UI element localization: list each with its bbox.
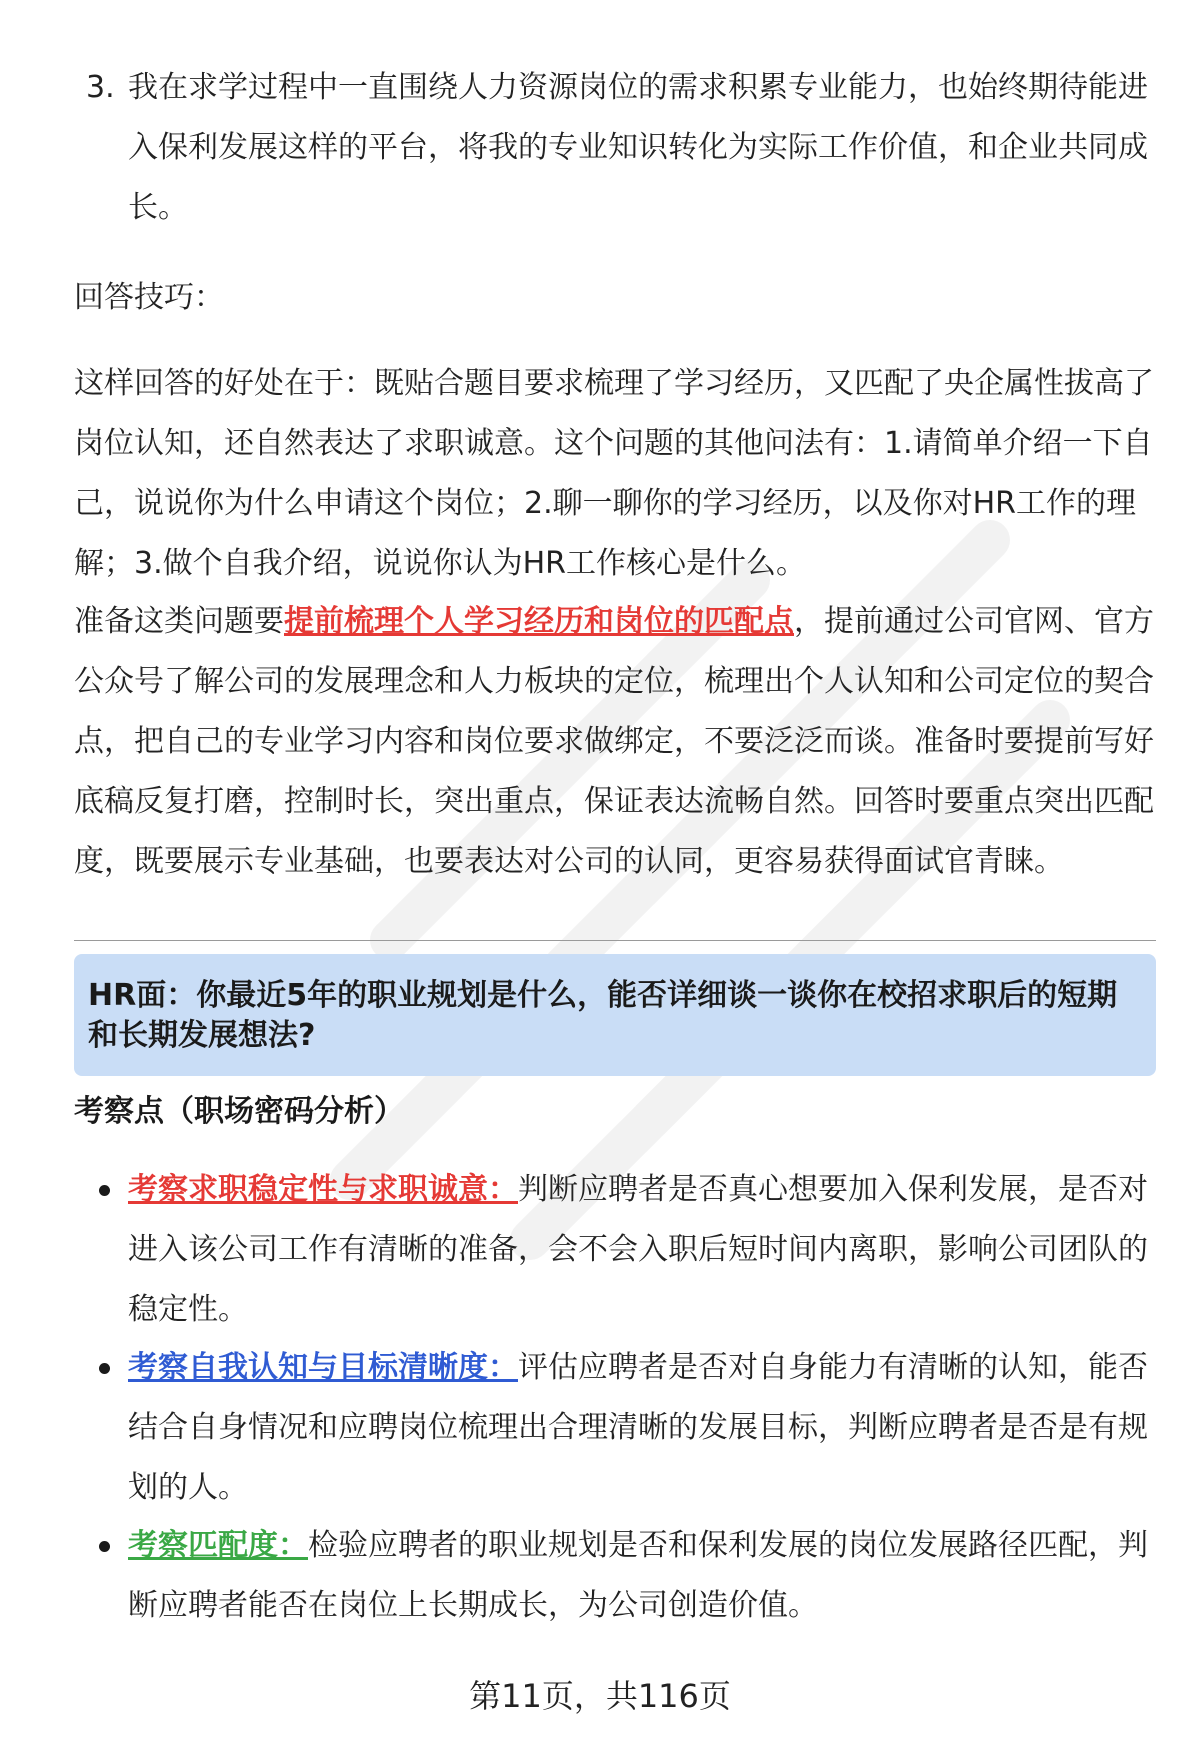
bullet-text: 检验应聘者的职业规划是否和保利发展的岗位发展路径匹配，判断应聘者能否在岗位上长期成长，为公司创造价值。 xyxy=(128,1528,1148,1623)
tips-paragraph: 这样回答的好处在于：既贴合题目要求梳理了学习经历，又匹配了央企属性拔高了岗位认知，还自然表达了求职诚意。这个问题的其他问法有：1.请简单介绍一下自己，说说你为什么申请这个岗位；2.聊一聊你的学习经历，以及你对HR工作的理解；3.做个自我介绍，说说你认为HR工作核心是什么。 xyxy=(74,366,1154,581)
prep-rest: ，提前通过公司官网、官方公众号了解公司的发展理念和人力板块的定位，梳理出个人认知和公司定位的契合点，把自己的专业学习内容和岗位要求做绑定，不要泛泛而谈。准备时要提前写好底稿反复打磨，控制时长，突出重点，保证表达流畅自然。回答时要重点突出匹配度，既要展示专业基础，也要表达对公司的认同，更容易获得面试官青睐。 xyxy=(74,604,1154,879)
prep-prefix: 准备这类问题要 xyxy=(74,604,284,639)
bullet-dot-icon xyxy=(99,1185,110,1196)
prep-highlight: 提前梳理个人学习经历和岗位的匹配点 xyxy=(284,604,794,639)
bullet-text-block xyxy=(128,1516,1150,1636)
question-text: HR面：你最近5年的职业规划是什么，能否详细谈一谈你在校招求职后的短期和长期发展想法? xyxy=(88,978,1118,1053)
page-footer: 第11页，共116页 xyxy=(469,1677,731,1715)
bullet-label: 考察匹配度： xyxy=(128,1528,308,1563)
bullet-dot-icon xyxy=(99,1363,110,1374)
question-box xyxy=(74,954,1156,1076)
section-divider xyxy=(74,940,1156,941)
bullet-text-block xyxy=(128,1338,1150,1518)
bullet-label: 考察自我认知与目标清晰度： xyxy=(128,1350,518,1385)
bullet-dot-icon xyxy=(99,1541,110,1552)
prep-paragraph xyxy=(74,592,1154,892)
section-heading: 考察点（职场密码分析） xyxy=(74,1094,404,1129)
item-number: 3. xyxy=(86,70,115,105)
bullet-text: 评估应聘者是否对自身能力有清晰的认知，能否结合自身情况和应聘岗位梳理出合理清晰的发展目标，判断应聘者是否是有规划的人。 xyxy=(128,1350,1148,1505)
tips-label: 回答技巧： xyxy=(74,280,224,315)
bullet-text: 判断应聘者是否真心想要加入保利发展，是否对进入该公司工作有清晰的准备，会不会入职后短时间内离职，影响公司团队的稳定性。 xyxy=(128,1172,1148,1327)
bullet-text-block xyxy=(128,1160,1150,1340)
bullet-label: 考察求职稳定性与求职诚意： xyxy=(128,1172,518,1207)
item-text: 我在求学过程中一直围绕人力资源岗位的需求积累专业能力，也始终期待能进入保利发展这样的平台，将我的专业知识转化为实际工作价值，和企业共同成长。 xyxy=(128,70,1148,225)
